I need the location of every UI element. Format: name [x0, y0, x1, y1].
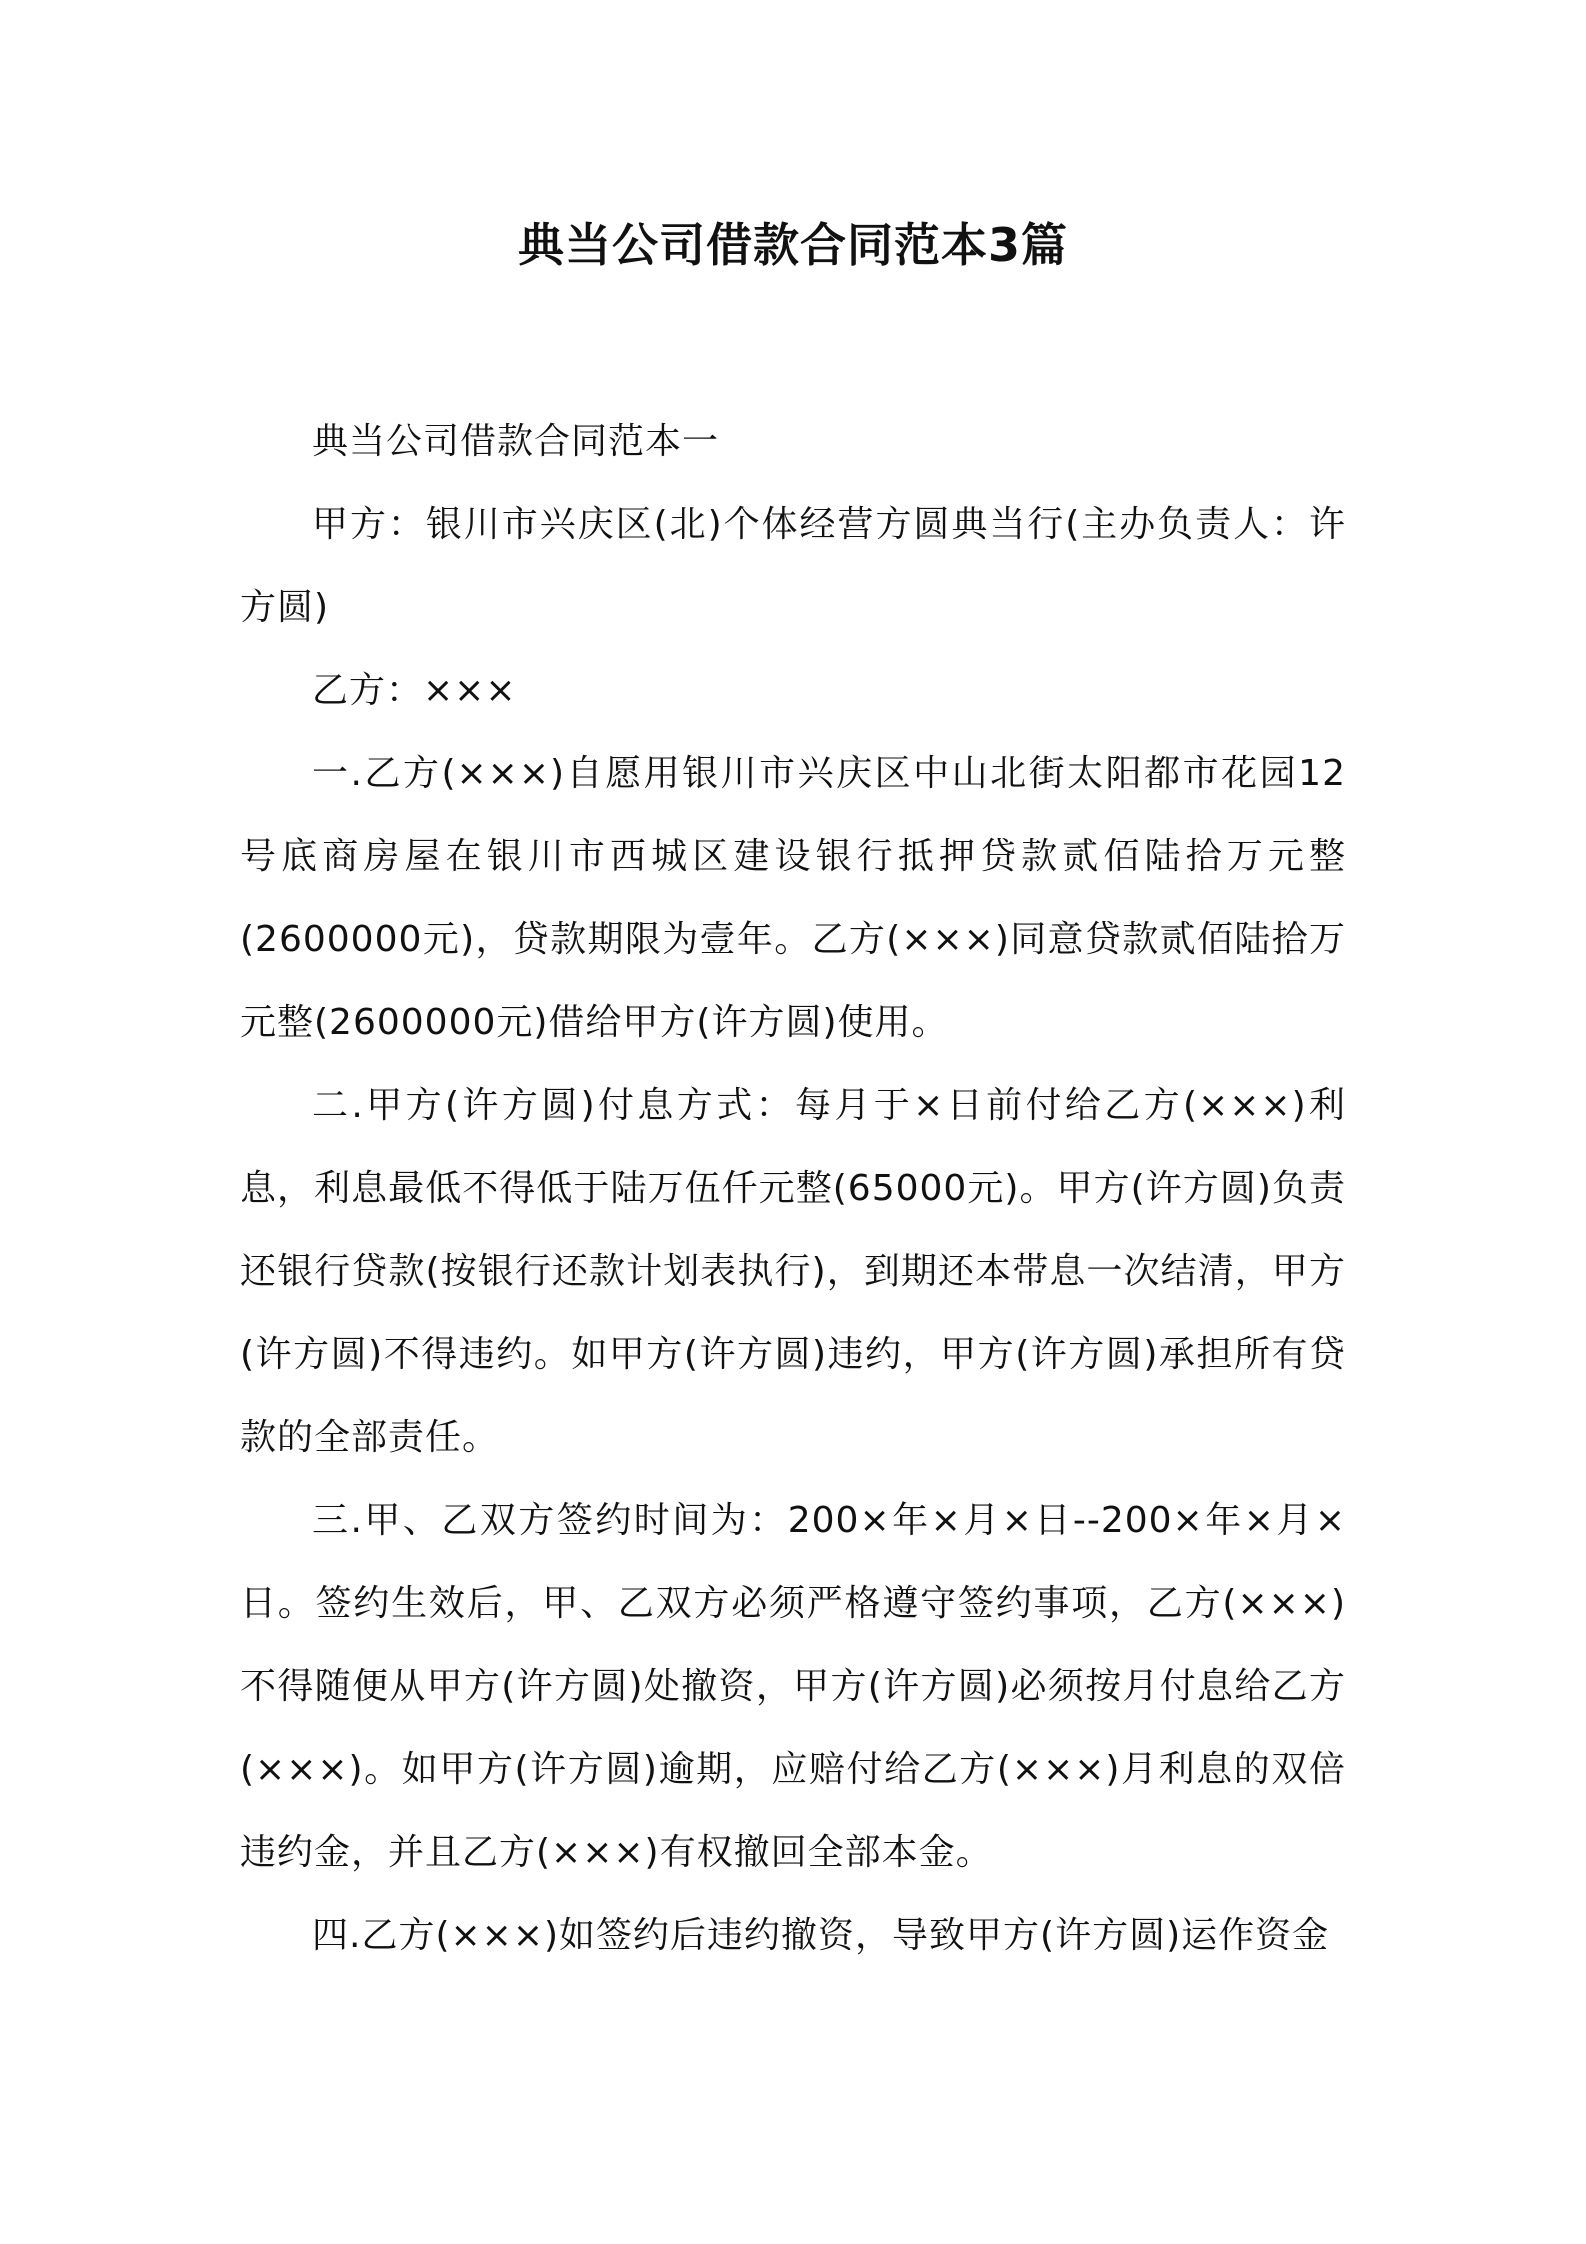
clause-3-paragraph: 三.甲、乙双方签约时间为：200×年×月×日--200×年×月×日。签约生效后，甲、乙双方必须严格遵守签约事项，乙方(×××)不得随便从甲方(许方圆)处撤资，甲方(许方圆)必须按月付息给乙方(×××)。如甲方(许方圆)逾期，应赔付给乙方(×××)月利息的双倍违约金，并且乙方(×××)有权撤回全部本金。: [240, 1500, 1346, 1873]
party-a-paragraph: 甲方：银川市兴庆区(北)个体经营方圆典当行(主办负责人：许方圆): [240, 504, 1346, 628]
document-title: 典当公司借款合同范本3篇: [517, 218, 1068, 272]
clause-1-paragraph: 一.乙方(×××)自愿用银川市兴庆区中山北街太阳都市花园12号底商房屋在银川市西城区建设银行抵押贷款贰佰陆拾万元整(2600000元)，贷款期限为壹年。乙方(×××)同意贷款贰佰陆拾万元整(2600000元)借给甲方(许方圆)使用。: [240, 753, 1346, 1043]
clause-4-paragraph: 四.乙方(×××)如签约后违约撤资，导致甲方(许方圆)运作资金: [312, 1915, 1330, 1956]
clause-2-paragraph: 二.甲方(许方圆)付息方式：每月于×日前付给乙方(×××)利息，利息最低不得低于陆万伍仟元整(65000元)。甲方(许方圆)负责还银行贷款(按银行还款计划表执行)，到期还本带息一次结清，甲方(许方圆)不得违约。如甲方(许方圆)违约，甲方(许方圆)承担所有贷款的全部责任。: [240, 1085, 1346, 1458]
document-body: [240, 400, 1346, 1977]
party-b-paragraph: 乙方：×××: [312, 670, 517, 711]
contract-subtitle: 典当公司借款合同范本一: [312, 421, 720, 462]
